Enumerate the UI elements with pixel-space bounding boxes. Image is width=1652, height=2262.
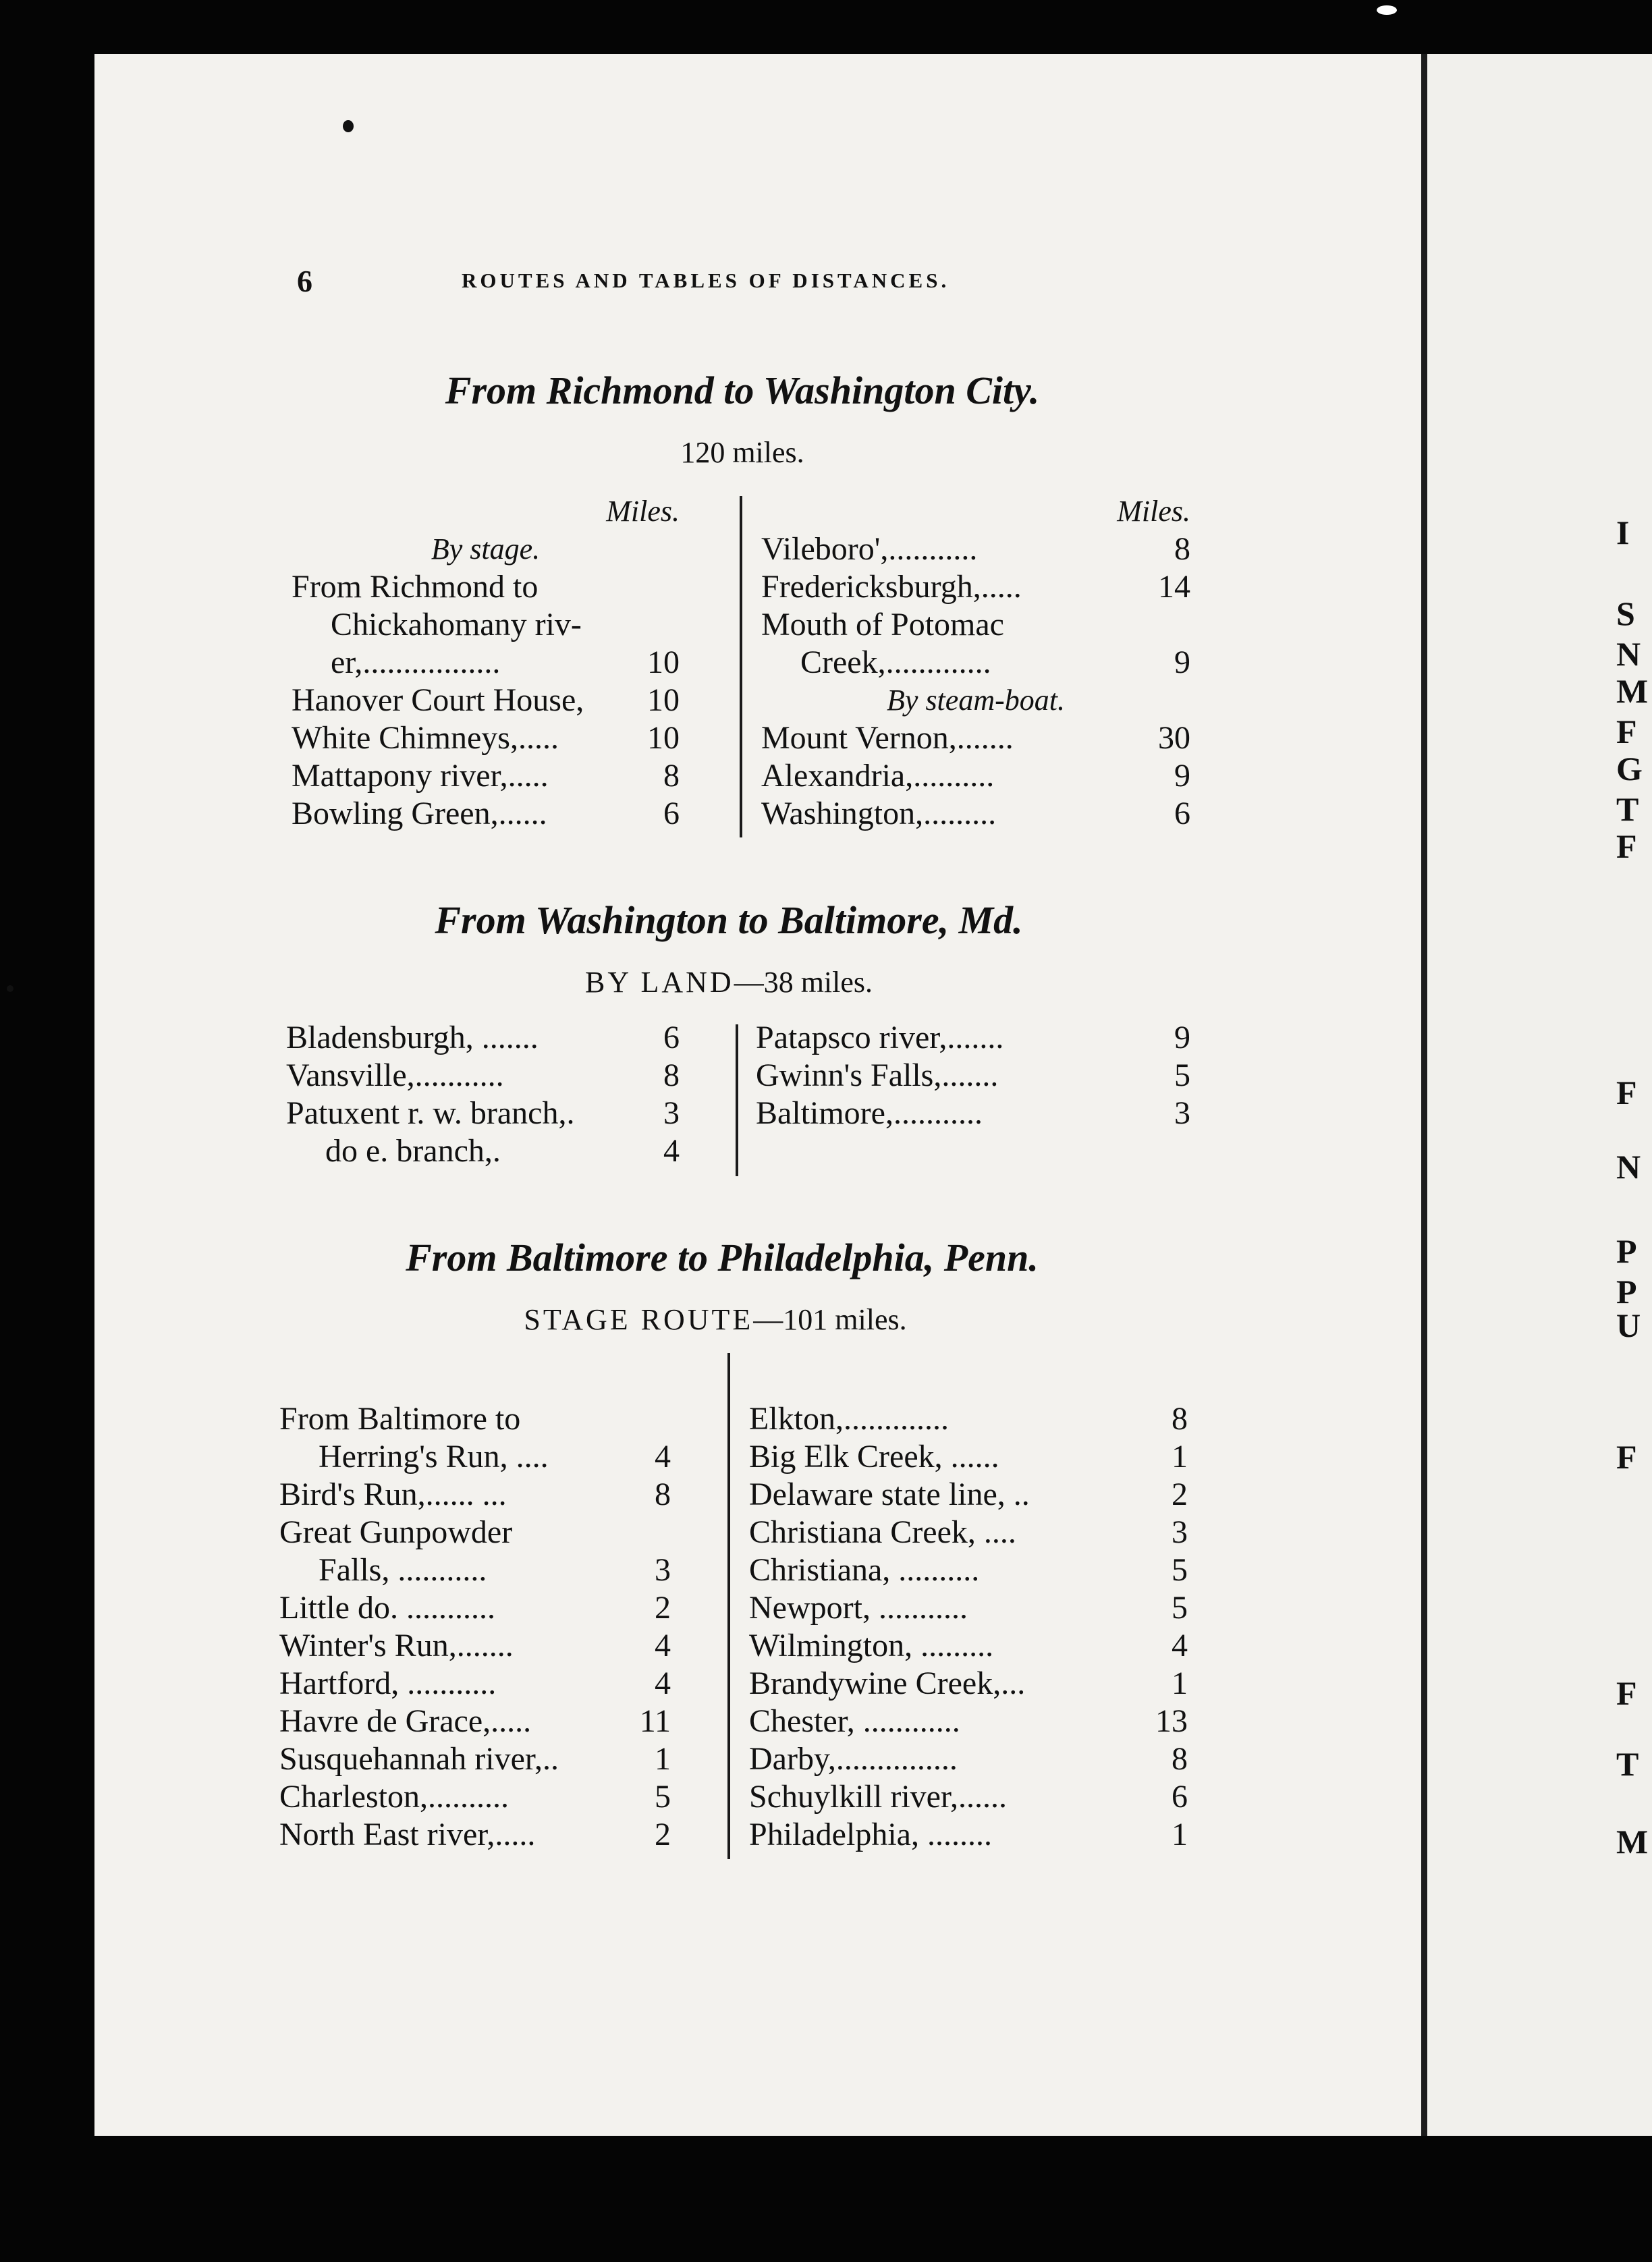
section-baltimore-philadelphia bbox=[270, 1235, 1215, 1876]
route-stop-row bbox=[286, 1095, 680, 1132]
right-column bbox=[749, 1400, 1188, 1854]
stop-name: Herring's Run, .... bbox=[319, 1439, 549, 1474]
facing-page-letter: M bbox=[1616, 672, 1649, 710]
miles-header: Miles. bbox=[606, 495, 680, 528]
miles-header-row bbox=[292, 493, 680, 530]
route-stop-row bbox=[761, 606, 1190, 644]
stop-name: Wilmington, ......... bbox=[749, 1628, 994, 1663]
subtitle-prefix: BY LAND bbox=[584, 966, 734, 999]
stop-distance: 1 bbox=[1172, 1817, 1188, 1852]
left-column bbox=[292, 493, 680, 833]
route-stop-row bbox=[749, 1816, 1188, 1854]
route-stop-row bbox=[279, 1551, 671, 1589]
facing-page-letter: F bbox=[1616, 1674, 1637, 1712]
stop-distance: 4 bbox=[655, 1665, 671, 1701]
stop-name: Delaware state line, .. bbox=[749, 1477, 1030, 1512]
left-column bbox=[286, 1019, 680, 1170]
route-stop-row bbox=[749, 1627, 1188, 1665]
running-head bbox=[297, 263, 1053, 304]
stop-name: White Chimneys,..... bbox=[292, 720, 559, 756]
stop-name: Philadelphia, ........ bbox=[749, 1817, 992, 1852]
section-title: From Richmond to Washington City. bbox=[445, 368, 1040, 412]
stop-name: Mattapony river,..... bbox=[292, 758, 549, 794]
stop-distance: 3 bbox=[1172, 1514, 1188, 1550]
stop-distance: 10 bbox=[647, 682, 680, 718]
stop-distance: 14 bbox=[1158, 569, 1190, 605]
stop-name: Washington,......... bbox=[761, 796, 997, 831]
stop-distance: 5 bbox=[655, 1779, 671, 1815]
stop-name: From Baltimore to bbox=[279, 1401, 521, 1437]
stop-name: Hanover Court House, bbox=[292, 682, 584, 718]
route-stop-row bbox=[286, 1057, 680, 1095]
route-stop-row bbox=[279, 1627, 671, 1665]
travel-mode-subhead bbox=[761, 682, 1190, 719]
ink-speck bbox=[1377, 5, 1397, 15]
stop-distance: 4 bbox=[655, 1439, 671, 1474]
stop-name: From Richmond to bbox=[292, 569, 539, 605]
route-stop-row bbox=[749, 1400, 1188, 1438]
stop-distance: 10 bbox=[647, 644, 680, 680]
stop-name: Bladensburgh, ....... bbox=[286, 1020, 539, 1055]
stop-distance: 2 bbox=[1172, 1477, 1188, 1512]
running-head-title: ROUTES AND TABLES OF DISTANCES. bbox=[462, 269, 950, 292]
route-stop-row bbox=[761, 568, 1190, 606]
route-stop-row bbox=[749, 1703, 1188, 1740]
route-stop-row bbox=[279, 1665, 671, 1703]
page-number: 6 bbox=[297, 264, 312, 298]
stop-name: Bird's Run,...... ... bbox=[279, 1477, 507, 1512]
stop-name: Chester, ............ bbox=[749, 1703, 960, 1739]
facing-page-letter: U bbox=[1616, 1306, 1641, 1344]
route-stop-row bbox=[749, 1514, 1188, 1551]
stop-name: Falls, ........... bbox=[319, 1552, 487, 1588]
route-stop-row bbox=[749, 1778, 1188, 1816]
facing-page-letter: F bbox=[1616, 827, 1637, 865]
stop-distance: 4 bbox=[1172, 1628, 1188, 1663]
route-stop-row bbox=[279, 1740, 671, 1778]
stop-name: Schuylkill river,...... bbox=[749, 1779, 1008, 1815]
facing-page-letter: F bbox=[1616, 1438, 1637, 1476]
stop-name: Baltimore,........... bbox=[756, 1095, 983, 1131]
stop-name: Bowling Green,...... bbox=[292, 796, 547, 831]
facing-page-letter: M bbox=[1616, 1823, 1649, 1860]
facing-page-letter: I bbox=[1616, 514, 1630, 551]
stop-name: Creek,............. bbox=[800, 644, 991, 680]
stop-distance: 8 bbox=[1172, 1741, 1188, 1777]
route-stop-row bbox=[279, 1400, 671, 1438]
section-title: From Washington to Baltimore, Md. bbox=[435, 898, 1023, 942]
stop-name: Havre de Grace,..... bbox=[279, 1703, 532, 1739]
facing-page-letter: P bbox=[1616, 1273, 1637, 1311]
stop-name: Patapsco river,....... bbox=[756, 1020, 1004, 1055]
stop-distance: 1 bbox=[1172, 1665, 1188, 1701]
route-stop-row bbox=[292, 719, 680, 757]
stop-distance: 8 bbox=[663, 758, 680, 794]
stop-name: Susquehannah river,.. bbox=[279, 1741, 559, 1777]
route-stop-row bbox=[286, 1019, 680, 1057]
facing-page-letter: G bbox=[1616, 750, 1643, 788]
route-stop-row bbox=[749, 1740, 1188, 1778]
route-stop-row bbox=[761, 530, 1190, 568]
miles-header-row bbox=[761, 493, 1190, 530]
stop-distance: 3 bbox=[1174, 1095, 1190, 1131]
stop-distance: 5 bbox=[1174, 1057, 1190, 1093]
route-stop-row bbox=[279, 1816, 671, 1854]
stop-name: Little do. ........... bbox=[279, 1590, 495, 1626]
stop-name: Darby,............... bbox=[749, 1741, 958, 1777]
right-column bbox=[756, 1019, 1190, 1132]
stop-name: Big Elk Creek, ...... bbox=[749, 1439, 999, 1474]
page-gutter bbox=[1421, 54, 1427, 2136]
route-stop-row bbox=[292, 795, 680, 833]
stop-distance: 5 bbox=[1172, 1590, 1188, 1626]
subhead-label: By stage. bbox=[431, 532, 541, 566]
section-richmond-washington bbox=[270, 368, 1215, 854]
stop-distance: 3 bbox=[655, 1552, 671, 1588]
ink-speck bbox=[7, 985, 13, 992]
stop-name: er,................. bbox=[331, 644, 501, 680]
stop-name: Christiana, .......... bbox=[749, 1552, 980, 1588]
facing-page-letter: S bbox=[1616, 595, 1635, 632]
stop-name: Christiana Creek, .... bbox=[749, 1514, 1016, 1550]
route-stop-row bbox=[292, 644, 680, 682]
stop-distance: 10 bbox=[647, 720, 680, 756]
stop-distance: 9 bbox=[1174, 644, 1190, 680]
route-stop-row bbox=[279, 1514, 671, 1551]
section-subtitle bbox=[270, 435, 1215, 470]
stop-distance: 4 bbox=[663, 1133, 680, 1169]
stop-distance: 2 bbox=[655, 1817, 671, 1852]
route-stop-row bbox=[749, 1438, 1188, 1476]
column-rule bbox=[740, 496, 742, 837]
stop-name: Mouth of Potomac bbox=[761, 607, 1004, 642]
stop-distance: 8 bbox=[663, 1057, 680, 1093]
column-rule bbox=[736, 1024, 738, 1176]
stop-name: North East river,..... bbox=[279, 1817, 536, 1852]
stop-name: Winter's Run,....... bbox=[279, 1628, 514, 1663]
route-stop-row bbox=[292, 757, 680, 795]
route-stop-row bbox=[756, 1095, 1190, 1132]
stop-distance: 8 bbox=[1172, 1401, 1188, 1437]
stop-name: do e. branch,. bbox=[325, 1133, 501, 1169]
route-stop-row bbox=[761, 795, 1190, 833]
route-stop-row bbox=[292, 568, 680, 606]
facing-page-letter: P bbox=[1616, 1232, 1637, 1270]
facing-page-letter: T bbox=[1616, 790, 1639, 828]
subtitle-distance: —101 miles. bbox=[753, 1303, 907, 1336]
facing-page-letter: N bbox=[1616, 635, 1641, 673]
route-stop-row bbox=[292, 606, 680, 644]
stop-name: Patuxent r. w. branch,. bbox=[286, 1095, 575, 1131]
stop-name: Vileboro',........... bbox=[761, 531, 978, 567]
stop-name: Brandywine Creek,... bbox=[749, 1665, 1026, 1701]
route-stop-row bbox=[279, 1778, 671, 1816]
stop-distance: 30 bbox=[1158, 720, 1190, 756]
route-stop-row bbox=[749, 1476, 1188, 1514]
facing-page-letter: F bbox=[1616, 713, 1637, 750]
subtitle-distance: —38 miles. bbox=[734, 966, 873, 999]
section-subtitle bbox=[256, 965, 1201, 999]
stop-name: Great Gunpowder bbox=[279, 1514, 513, 1550]
route-stop-row bbox=[756, 1019, 1190, 1057]
facing-page-letter: F bbox=[1616, 1074, 1637, 1111]
stop-distance: 8 bbox=[655, 1477, 671, 1512]
stop-distance: 5 bbox=[1172, 1552, 1188, 1588]
stop-name: Vansville,........... bbox=[286, 1057, 504, 1093]
stop-name: Alexandria,.......... bbox=[761, 758, 995, 794]
stop-name: Chickahomany riv- bbox=[331, 607, 582, 642]
stop-name: Elkton,............. bbox=[749, 1401, 949, 1437]
miles-header: Miles. bbox=[1117, 495, 1190, 528]
route-stop-row bbox=[761, 757, 1190, 795]
stop-distance: 6 bbox=[663, 1020, 680, 1055]
stop-distance: 9 bbox=[1174, 758, 1190, 794]
subhead-label: By steam-boat. bbox=[887, 684, 1065, 717]
subtitle-prefix: STAGE ROUTE bbox=[524, 1303, 754, 1336]
travel-mode-subhead bbox=[292, 530, 680, 568]
stop-distance: 6 bbox=[1174, 796, 1190, 831]
facing-page-letter: T bbox=[1616, 1745, 1639, 1783]
stop-distance: 3 bbox=[663, 1095, 680, 1131]
route-stop-row bbox=[756, 1057, 1190, 1095]
route-stop-row bbox=[279, 1589, 671, 1627]
right-column bbox=[761, 493, 1190, 833]
route-stop-row bbox=[749, 1665, 1188, 1703]
stop-name: Hartford, ........... bbox=[279, 1665, 497, 1701]
route-stop-row bbox=[286, 1132, 680, 1170]
stop-distance: 1 bbox=[655, 1741, 671, 1777]
facing-page-letter: N bbox=[1616, 1148, 1641, 1186]
left-column bbox=[279, 1400, 671, 1854]
stop-distance: 1 bbox=[1172, 1439, 1188, 1474]
column-rule bbox=[727, 1353, 730, 1859]
route-stop-row bbox=[761, 644, 1190, 682]
route-stop-row bbox=[749, 1589, 1188, 1627]
stop-name: Fredericksburgh,..... bbox=[761, 569, 1022, 605]
section-washington-baltimore bbox=[270, 898, 1215, 1194]
stop-distance: 11 bbox=[639, 1703, 671, 1739]
stop-distance: 2 bbox=[655, 1590, 671, 1626]
route-stop-row bbox=[279, 1703, 671, 1740]
stop-distance: 8 bbox=[1174, 531, 1190, 567]
stop-name: Newport, ........... bbox=[749, 1590, 968, 1626]
route-stop-row bbox=[749, 1551, 1188, 1589]
stop-distance: 9 bbox=[1174, 1020, 1190, 1055]
stop-distance: 6 bbox=[663, 796, 680, 831]
section-subtitle bbox=[243, 1302, 1188, 1337]
stop-distance: 4 bbox=[655, 1628, 671, 1663]
route-stop-row bbox=[292, 682, 680, 719]
stop-name: Charleston,.......... bbox=[279, 1779, 509, 1815]
stop-distance: 6 bbox=[1172, 1779, 1188, 1815]
stop-name: Gwinn's Falls,....... bbox=[756, 1057, 999, 1093]
route-stop-row bbox=[279, 1438, 671, 1476]
section-title: From Baltimore to Philadelphia, Penn. bbox=[406, 1236, 1039, 1279]
route-stop-row bbox=[279, 1476, 671, 1514]
stop-distance: 13 bbox=[1155, 1703, 1188, 1739]
subtitle-distance: 120 miles. bbox=[680, 436, 804, 469]
ink-speck bbox=[343, 120, 354, 132]
stop-name: Mount Vernon,....... bbox=[761, 720, 1014, 756]
route-stop-row bbox=[761, 719, 1190, 757]
